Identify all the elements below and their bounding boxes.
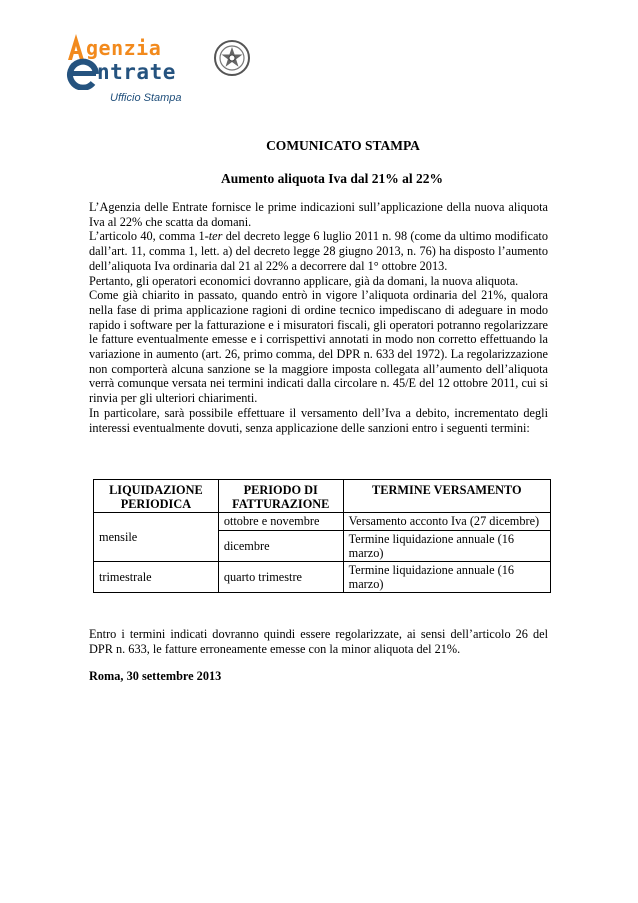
document-date: Roma, 30 settembre 2013 (89, 669, 222, 683)
header-periodo: PERIODO DI FATTURAZIONE (218, 480, 343, 513)
header-liquidazione: LIQUIDAZIONE PERIODICA (94, 480, 219, 513)
logo-text-entrate: ntrate (97, 60, 176, 84)
table-row (94, 562, 551, 593)
cell-dicembre: dicembre (218, 530, 343, 561)
italian-republic-emblem-icon (212, 38, 252, 78)
cell-termine-annuale-trimestrale: Termine liquidazione annuale (16 marzo) (343, 562, 550, 593)
header-termine: TERMINE VERSAMENTO (343, 480, 550, 513)
paragraph-regularization: Come già chiarito in passato, quando entrò in vigore l’aliquota ordinaria del 21%, qualora nella fase di prima applicazione ragioni di ordine tecnico impediscano di adeguare in modo rapido i software per la fatturazione e i misuratori fiscali, gli operatori potranno regolarizzare le fatture eventualmente emesse e i corrispettivi annotati in modo non corretto effettuando la variazione in aumento (art. 26, primo comma, del DPR n. 633 del 1972). La regolarizzazione non comporterà alcuna sanzione se la maggiore imposta collegata all’aumento dell’aliquota verrà comunque versata nei termini indicati dalla circolare n. 45/E del 12 ottobre 2011, cui si rinvia per gli ulteriori chiarimenti. (89, 288, 548, 406)
office-label: Ufficio Stampa (110, 92, 182, 104)
cell-termine-acconto: Versamento acconto Iva (27 dicembre) (343, 513, 550, 530)
cell-termine-annuale: Termine liquidazione annuale (16 marzo) (343, 530, 550, 561)
deadlines-table (93, 479, 551, 593)
cell-quarto-trimestre: quarto trimestre (218, 562, 343, 593)
body-paragraphs (89, 200, 548, 435)
cell-trimestrale: trimestrale (94, 562, 219, 593)
paragraph-payment: In particolare, sarà possibile effettuare il versamento dell’Iva a debito, incrementato degli interessi eventualmente dovuti, senza applicazione delle sanzioni entro i seguenti termini: (89, 405, 548, 435)
table-header-row (94, 480, 551, 513)
paragraph-article: L’articolo 40, comma 1-ter del decreto legge 6 luglio 2011 n. 98 (come da ultimo modificato dall’art. 11, comma 1, lett. a) del decreto legge 28 giugno 2013, n. 76) ha disposto l’aumento dell’aliquota Iva ordinaria dal 21 al 22% a decorrere dal 1° ottobre 2013. (89, 229, 548, 273)
page-subtitle: Aumento aliquota Iva dal 21% al 22% (220, 171, 444, 186)
paragraph-intro: L’Agenzia delle Entrate fornisce le prime indicazioni sull’applicazione della nuova aliquota Iva al 22% che scatta da domani. (89, 200, 548, 229)
logo-text-agenzia: genzia (86, 36, 162, 60)
paragraph-therefore: Pertanto, gli operatori economici dovranno applicare, già da domani, la nuova aliquota. (89, 273, 519, 288)
page-title: COMUNICATO STAMPA (266, 138, 420, 153)
logo-e-icon (66, 56, 100, 90)
closing-paragraph: Entro i termini indicati dovranno quindi essere regolarizzate, ai sensi dell’articolo 26 del DPR n. 633, le fatture erroneamente emesse con la minor aliquota del 21%. (89, 627, 548, 656)
cell-mensile: mensile (94, 513, 219, 562)
table-row (94, 513, 551, 530)
cell-ottobre-novembre: ottobre e novembre (218, 513, 343, 530)
